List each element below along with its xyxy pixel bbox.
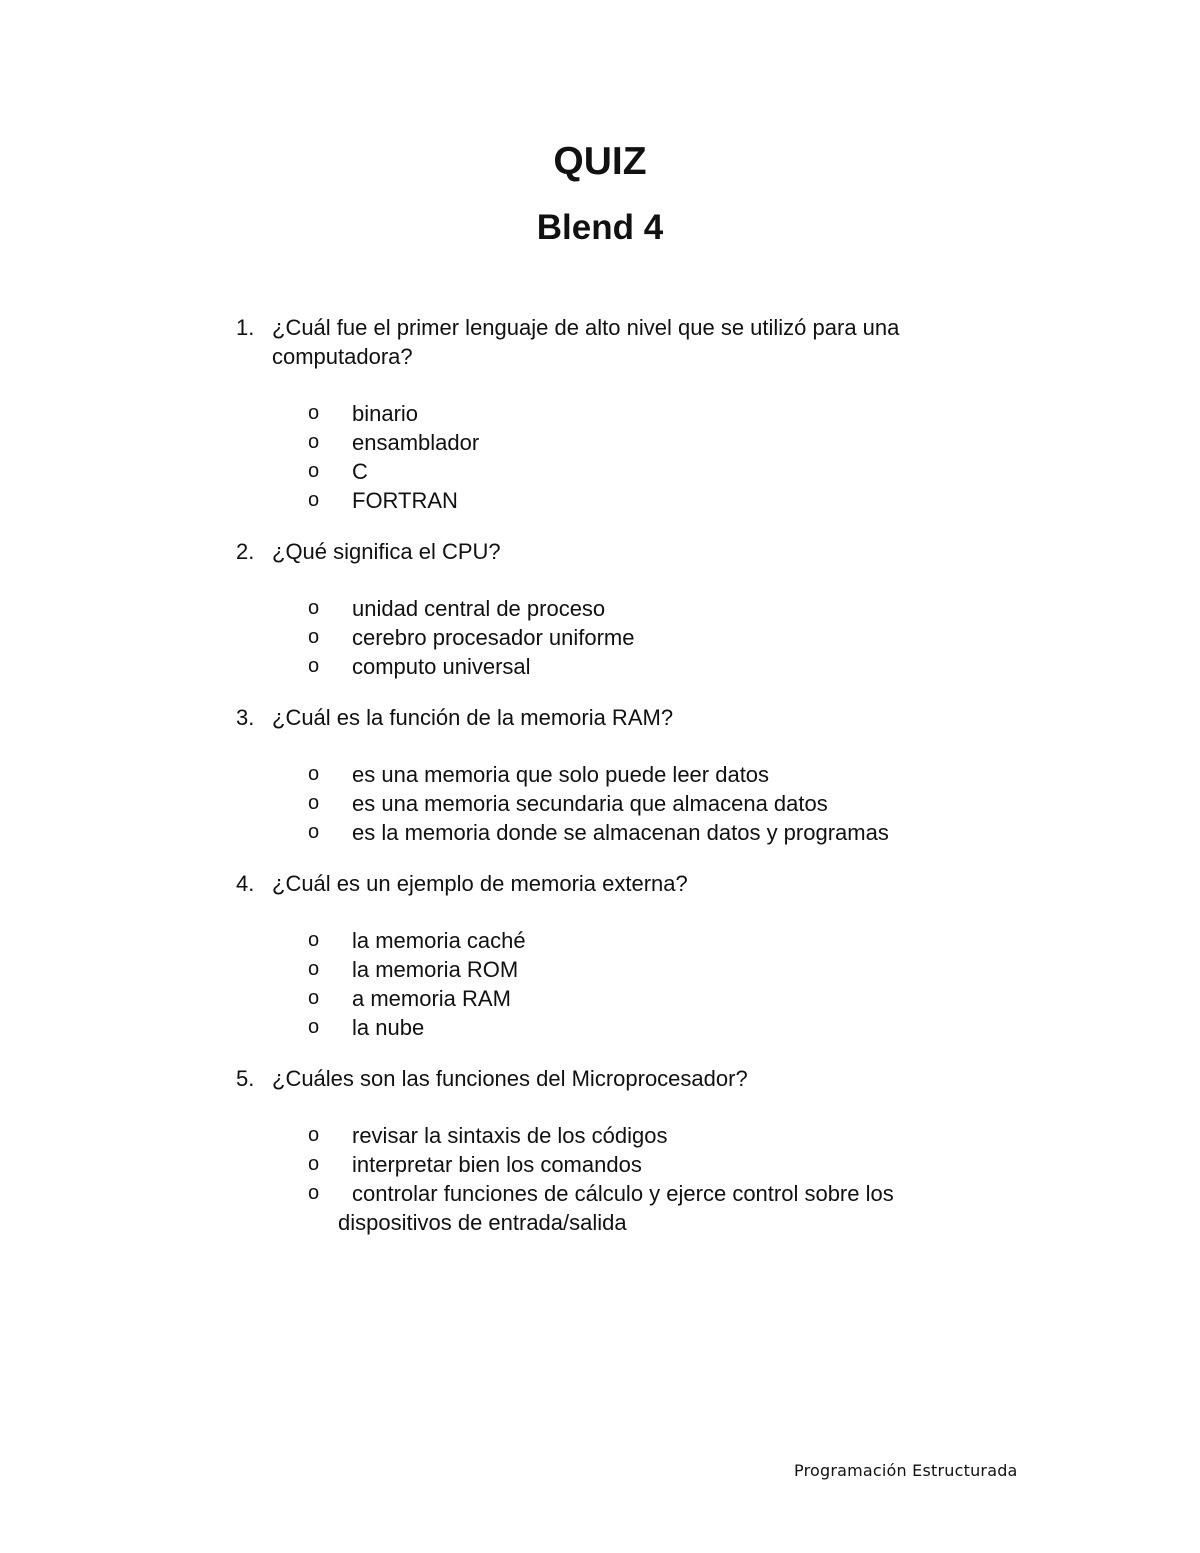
option-text: es una memoria secundaria que almacena datos xyxy=(352,791,828,816)
option-text: la memoria ROM xyxy=(352,957,519,982)
bullet-icon: o xyxy=(308,597,320,619)
bullet-icon: o xyxy=(308,489,320,511)
question-number: 1. xyxy=(236,315,255,340)
page-title: QUIZ xyxy=(553,140,647,183)
page-subtitle: Blend 4 xyxy=(536,208,664,247)
bullet-icon: o xyxy=(308,402,320,424)
option-item xyxy=(236,652,996,681)
option-text-continuation: dispositivos de entrada/salida xyxy=(338,1210,627,1235)
question-number: 4. xyxy=(236,871,255,896)
option-item xyxy=(236,955,996,984)
option-list xyxy=(236,1121,996,1237)
question-number: 2. xyxy=(236,539,255,564)
bullet-icon: o xyxy=(308,792,320,814)
option-item xyxy=(236,428,996,457)
bullet-icon: o xyxy=(308,655,320,677)
option-item xyxy=(236,789,996,818)
bullet-icon: o xyxy=(308,1153,320,1175)
option-text: revisar la sintaxis de los códigos xyxy=(352,1123,668,1148)
bullet-icon: o xyxy=(308,763,320,785)
option-item xyxy=(236,1150,996,1179)
option-text: interpretar bien los comandos xyxy=(352,1152,642,1177)
bullet-icon: o xyxy=(308,431,320,453)
option-item xyxy=(236,760,996,789)
bullet-icon: o xyxy=(308,987,320,1009)
bullet-icon: o xyxy=(308,929,320,951)
option-text: ensamblador xyxy=(352,430,480,455)
option-list xyxy=(236,399,996,515)
question-text: ¿Cuál es un ejemplo de memoria externa? xyxy=(272,871,688,896)
question-number: 5. xyxy=(236,1066,255,1091)
bullet-icon: o xyxy=(308,1016,320,1038)
question-number: 3. xyxy=(236,705,255,730)
option-list xyxy=(236,760,996,847)
question-1 xyxy=(236,313,996,515)
question-text: ¿Cuál es la función de la memoria RAM? xyxy=(272,705,674,730)
question-2 xyxy=(236,537,996,681)
option-list xyxy=(236,594,996,681)
option-item xyxy=(236,818,996,847)
option-text: computo universal xyxy=(352,654,531,679)
option-text: es una memoria que solo puede leer datos xyxy=(352,762,770,787)
bullet-icon: o xyxy=(308,958,320,980)
question-text: ¿Cuál fue el primer lenguaje de alto nivel que se utilizó para una computadora? xyxy=(272,315,900,369)
option-item xyxy=(236,926,996,955)
page-footer: Programación Estructurada xyxy=(794,1461,1018,1480)
question-list xyxy=(236,313,996,1259)
question-4 xyxy=(236,869,996,1042)
option-item xyxy=(236,623,996,652)
bullet-icon: o xyxy=(308,626,320,648)
option-item xyxy=(236,1121,996,1150)
bullet-icon: o xyxy=(308,821,320,843)
option-list xyxy=(236,926,996,1042)
option-text: cerebro procesador uniforme xyxy=(352,625,635,650)
option-item xyxy=(236,1013,996,1042)
option-text: controlar funciones de cálculo y ejerce control sobre los xyxy=(352,1181,894,1206)
bullet-icon: o xyxy=(308,1124,320,1146)
option-text: es la memoria donde se almacenan datos y programas xyxy=(352,820,889,845)
option-item xyxy=(236,594,996,623)
option-text: la nube xyxy=(352,1015,425,1040)
option-text: binario xyxy=(352,401,419,426)
option-text: a memoria RAM xyxy=(352,986,511,1011)
option-item xyxy=(236,486,996,515)
option-item xyxy=(236,399,996,428)
option-text: C xyxy=(352,459,368,484)
bullet-icon: o xyxy=(308,460,320,482)
question-text: ¿Cuáles son las funciones del Microprocesador? xyxy=(272,1066,748,1091)
option-item xyxy=(236,984,996,1013)
bullet-icon: o xyxy=(308,1182,320,1204)
question-5 xyxy=(236,1064,996,1237)
question-text: ¿Qué significa el CPU? xyxy=(272,539,501,564)
option-text: FORTRAN xyxy=(352,488,458,513)
option-text: unidad central de proceso xyxy=(352,596,606,621)
option-item xyxy=(236,457,996,486)
option-text-group xyxy=(338,1179,996,1237)
option-text: la memoria caché xyxy=(352,928,526,953)
option-item xyxy=(236,1179,996,1237)
question-3 xyxy=(236,703,996,847)
